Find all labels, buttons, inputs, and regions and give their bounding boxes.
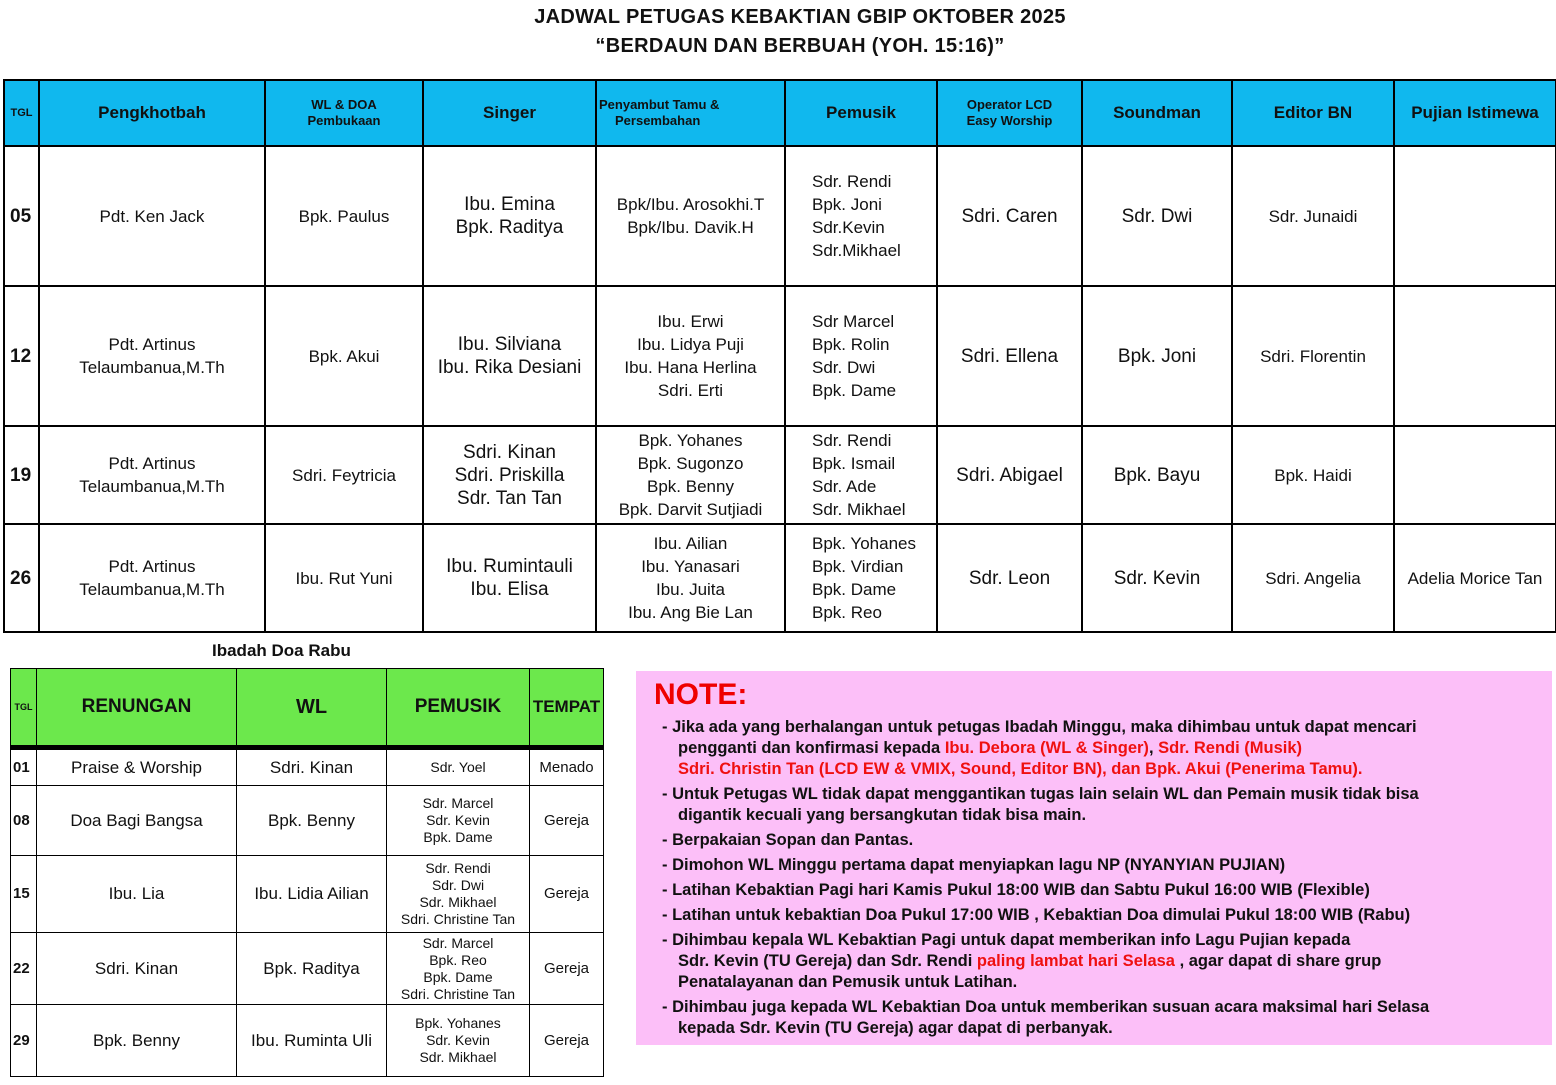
header-usher-line2: Persembahan	[615, 113, 701, 128]
usher-cell-line: Ibu. Yanasari	[641, 557, 740, 576]
note-text: - Dihimbau kepala WL Kebaktian Pagi untuk dapat memberikan info Lagu Pujian kepada	[662, 931, 1351, 949]
special-cell: Adelia Morice Tan	[1394, 524, 1556, 632]
sunday-row	[4, 286, 1556, 426]
note-box	[636, 671, 1552, 1045]
wed-wl-cell: Bpk. Benny	[237, 786, 387, 856]
wed-header-pemusik: PEMUSIK	[387, 669, 530, 748]
wed-pemusik-cell-line: Bpk. Reo	[429, 951, 487, 968]
header-musician: Pemusik	[785, 80, 937, 146]
wednesday-row	[11, 786, 604, 856]
wednesday-row	[11, 933, 604, 1005]
note-text: - Latihan Kebaktian Pagi hari Kamis Pukul 18:00 WIB dan Sabtu Pukul 16:00 WIB (Flexible)	[662, 881, 1370, 899]
musician-cell-line: Bpk. Rolin	[812, 335, 890, 354]
note-text: - Berpakaian Sopan dan Pantas.	[662, 831, 914, 849]
special-cell	[1394, 426, 1556, 524]
wed-pemusik-cell-line: Sdri. Christine Tan	[400, 985, 516, 1002]
editor-cell: Sdr. Junaidi	[1232, 146, 1394, 286]
wed-wl-cell: Bpk. Raditya	[237, 933, 387, 1005]
page-subtitle: “BERDAUN DAN BERBUAH (YOH. 15:16)”	[595, 35, 1005, 57]
musician-cell-line: Bpk. Dame	[812, 381, 897, 400]
header-usher-line1: Penyambut Tamu &	[599, 97, 720, 112]
wed-pemusik-cell	[387, 1005, 530, 1077]
note-text: kepada Sdr. Kevin (TU Gereja) agar dapat di perbanyak.	[678, 1019, 1113, 1037]
musician-cell-line: Sdr. Rendi	[812, 431, 892, 450]
wed-pemusik-cell-line: Sdr. Mikhael	[419, 894, 497, 910]
wednesday-row	[11, 748, 604, 786]
sunday-row	[4, 146, 1556, 286]
soundman-cell: Sdr. Kevin	[1082, 524, 1232, 632]
soundman-cell: Bpk. Joni	[1082, 286, 1232, 426]
note-line	[662, 830, 1542, 851]
usher-cell	[596, 286, 785, 426]
preacher-cell-line: Telaumbanua,M.Th	[79, 477, 225, 496]
note-text: digantik kecuali yang bersangkutan tidak bisa main.	[678, 806, 1087, 824]
sunday-row	[4, 524, 1556, 632]
note-line	[662, 759, 1542, 780]
note-text: ,	[1148, 739, 1159, 757]
wed-pemusik-cell-line: Sdr. Mikhael	[419, 1049, 497, 1065]
usher-cell	[596, 146, 785, 286]
date-cell: 26	[4, 524, 39, 632]
wed-renungan-cell: Doa Bagi Bangsa	[37, 786, 237, 856]
preacher-cell-line: Telaumbanua,M.Th	[79, 580, 225, 599]
wl-cell: Sdri. Feytricia	[265, 426, 423, 524]
date-cell: 05	[4, 146, 39, 286]
note-item	[636, 855, 1552, 876]
wed-pemusik-cell-line: Sdr. Yoel	[430, 759, 486, 775]
note-item	[636, 997, 1552, 1039]
wed-pemusik-cell	[387, 933, 530, 1005]
wednesday-header-row	[11, 669, 604, 748]
note-line	[662, 717, 1542, 738]
note-line	[662, 930, 1542, 951]
sunday-row	[4, 426, 1556, 524]
note-item	[636, 784, 1552, 826]
singer-cell-line: Ibu. Silviana	[457, 334, 562, 355]
wl-cell: Bpk. Paulus	[265, 146, 423, 286]
page-title: JADWAL PETUGAS KEBAKTIAN GBIP OKTOBER 2025	[534, 6, 1066, 28]
usher-cell-line: Bpk. Benny	[647, 477, 734, 496]
header-soundman: Soundman	[1082, 80, 1232, 146]
wed-tempat-cell: Gereja	[530, 856, 604, 933]
wed-pemusik-cell-line: Bpk. Yohanes	[415, 1015, 501, 1031]
note-item	[636, 717, 1552, 780]
lcd-cell: Sdri. Ellena	[937, 286, 1082, 426]
usher-cell-line: Sdri. Erti	[657, 381, 724, 400]
note-text: pengganti dan konfirmasi kepada	[678, 739, 945, 757]
wed-pemusik-cell-line: Sdri. Christine Tan	[400, 911, 516, 927]
musician-cell-line: Sdr.Mikhael	[812, 241, 901, 260]
note-line	[662, 972, 1542, 993]
wed-header-tgl: TGL	[11, 669, 37, 748]
note-line	[662, 855, 1542, 876]
note-text: Penatalayanan dan Pemusik untuk Latihan.	[678, 973, 1018, 991]
wed-pemusik-cell	[387, 856, 530, 933]
wed-wl-cell: Sdri. Kinan	[237, 748, 387, 786]
note-text: - Dihimbau juga kepada WL Kebaktian Doa untuk memberikan susuan acara maksimal hari Selasa	[662, 998, 1430, 1016]
singer-cell	[423, 146, 596, 286]
header-lcd	[937, 80, 1082, 146]
musician-cell-line: Bpk. Joni	[812, 195, 882, 214]
singer-cell-line: Ibu. Rika Desiani	[437, 357, 582, 378]
musician-cell-line: Sdr. Mikhael	[812, 500, 906, 519]
special-cell	[1394, 286, 1556, 426]
wed-pemusik-cell-line: Sdr. Kevin	[426, 812, 490, 828]
editor-cell: Sdri. Florentin	[1232, 286, 1394, 426]
note-highlight: Sdri. Christin Tan (LCD EW & VMIX, Sound, Editor BN), dan Bpk. Akui (Penerima Tamu).	[678, 760, 1363, 778]
singer-cell-line: Sdri. Kinan	[463, 441, 556, 463]
usher-cell-line: Bpk. Sugonzo	[637, 454, 744, 473]
header-wl	[265, 80, 423, 146]
header-wl-line2: Pembukaan	[307, 113, 381, 128]
editor-cell: Sdri. Angelia	[1232, 524, 1394, 632]
header-preacher: Pengkhotbah	[39, 80, 265, 146]
wl-cell: Ibu. Rut Yuni	[265, 524, 423, 632]
wed-tempat-cell: Menado	[530, 748, 604, 786]
note-text: , agar dapat di share grup	[1174, 952, 1382, 970]
musician-cell	[785, 524, 937, 632]
preacher-cell	[39, 146, 265, 286]
usher-cell-line: Bpk/Ibu. Davik.H	[627, 218, 754, 237]
wednesday-title: Ibadah Doa Rabu	[212, 641, 351, 660]
header-lcd-line2: Easy Worship	[966, 113, 1053, 128]
musician-cell-line: Bpk. Yohanes	[812, 534, 916, 553]
musician-cell-line: Sdr Marcel	[812, 312, 895, 331]
singer-cell-line: Ibu. Elisa	[470, 579, 549, 600]
preacher-cell-line: Pdt. Artinus	[108, 557, 196, 576]
note-item	[636, 930, 1552, 993]
usher-cell-line: Ibu. Lidya Puji	[637, 335, 744, 354]
wed-pemusik-cell-line: Sdr. Kevin	[426, 1032, 490, 1048]
note-title: NOTE:	[654, 678, 748, 711]
wed-renungan-cell: Sdri. Kinan	[37, 933, 237, 1005]
preacher-cell	[39, 524, 265, 632]
note-highlight: paling lambat hari Selasa	[976, 952, 1175, 970]
musician-cell	[785, 426, 937, 524]
note-text: - Latihan untuk kebaktian Doa Pukul 17:00 WIB , Kebaktian Doa dimulai Pukul 18:00 WIB (Rabu)	[662, 906, 1411, 924]
singer-cell	[423, 286, 596, 426]
header-wl-line1: WL & DOA	[311, 97, 377, 112]
wed-header-wl: WL	[237, 669, 387, 748]
musician-cell-line: Bpk. Dame	[812, 580, 897, 599]
wed-renungan-cell: Praise & Worship	[37, 748, 237, 786]
wed-pemusik-cell	[387, 786, 530, 856]
wed-pemusik-cell	[387, 748, 530, 786]
singer-cell	[423, 426, 596, 524]
usher-cell	[596, 426, 785, 524]
preacher-cell-line: Pdt. Artinus	[108, 454, 196, 473]
musician-cell-line: Bpk. Ismail	[812, 454, 896, 473]
header-singer: Singer	[423, 80, 596, 146]
preacher-cell-line: Telaumbanua,M.Th	[79, 358, 225, 377]
wednesday-schedule-table	[10, 668, 604, 1077]
musician-cell	[785, 286, 937, 426]
wednesday-row	[11, 856, 604, 933]
wed-date-cell: 15	[11, 856, 37, 933]
lcd-cell: Sdr. Leon	[937, 524, 1082, 632]
singer-cell-line: Sdri. Priskilla	[454, 464, 565, 486]
singer-cell-line: Sdr. Tan Tan	[457, 487, 562, 509]
note-highlight: Sdr. Rendi (Musik)	[1158, 739, 1303, 757]
note-line	[662, 784, 1542, 805]
singer-cell-line: Bpk. Raditya	[455, 217, 564, 238]
usher-cell-line: Bpk. Darvit Sutjiadi	[618, 500, 763, 519]
wed-tempat-cell: Gereja	[530, 933, 604, 1005]
singer-cell-line: Ibu. Emina	[464, 194, 555, 215]
special-cell	[1394, 146, 1556, 286]
wed-header-renungan: RENUNGAN	[37, 669, 237, 748]
header-editor: Editor BN	[1232, 80, 1394, 146]
note-item	[636, 880, 1552, 901]
preacher-cell	[39, 426, 265, 524]
preacher-cell-line: Pdt. Artinus	[108, 335, 196, 354]
header-tgl: TGL	[4, 80, 39, 146]
wednesday-row	[11, 1005, 604, 1077]
preacher-cell	[39, 286, 265, 426]
musician-cell-line: Sdr. Ade	[812, 477, 877, 496]
wed-pemusik-cell-line: Sdr. Dwi	[431, 877, 485, 893]
wed-date-cell: 08	[11, 786, 37, 856]
note-item	[636, 905, 1552, 926]
date-cell: 12	[4, 286, 39, 426]
wed-pemusik-cell-line: Bpk. Dame	[423, 829, 493, 845]
note-text: Sdr. Kevin (TU Gereja) dan Sdr. Rendi	[678, 952, 977, 970]
sunday-schedule-table	[3, 79, 1556, 633]
note-line	[662, 805, 1542, 826]
note-line	[662, 905, 1542, 926]
note-text: - Untuk Petugas WL tidak dapat menggantikan tugas lain selain WL dan Pemain musik tidak bisa	[662, 785, 1419, 803]
wed-pemusik-cell-line: Bpk. Dame	[423, 968, 493, 985]
sunday-header-row	[4, 80, 1556, 146]
note-line	[662, 1018, 1542, 1039]
usher-cell-line: Ibu. Ang Bie Lan	[628, 603, 753, 622]
usher-cell-line: Ibu. Erwi	[657, 312, 724, 331]
wed-tempat-cell: Gereja	[530, 1005, 604, 1077]
usher-cell-line: Ibu. Juita	[656, 580, 725, 599]
note-text: - Jika ada yang berhalangan untuk petugas Ibadah Minggu, maka dihimbau untuk dapat mencari	[662, 718, 1417, 736]
wed-wl-cell: Ibu. Ruminta Uli	[237, 1005, 387, 1077]
usher-cell	[596, 524, 785, 632]
date-cell: 19	[4, 426, 39, 524]
wed-wl-cell: Ibu. Lidia Ailian	[237, 856, 387, 933]
lcd-cell: Sdri. Caren	[937, 146, 1082, 286]
musician-cell-line: Sdr. Dwi	[812, 358, 876, 377]
soundman-cell: Sdr. Dwi	[1082, 146, 1232, 286]
wed-date-cell: 22	[11, 933, 37, 1005]
lcd-cell: Sdri. Abigael	[937, 426, 1082, 524]
soundman-cell: Bpk. Bayu	[1082, 426, 1232, 524]
musician-cell-line: Sdr. Rendi	[812, 172, 892, 191]
wl-cell: Bpk. Akui	[265, 286, 423, 426]
wed-renungan-cell: Bpk. Benny	[37, 1005, 237, 1077]
wed-tempat-cell: Gereja	[530, 786, 604, 856]
wed-pemusik-cell-line: Sdr. Marcel	[422, 795, 494, 811]
usher-cell-line: Bpk/Ibu. Arosokhi.T	[616, 195, 765, 214]
note-line	[662, 738, 1542, 759]
musician-cell	[785, 146, 937, 286]
editor-cell: Bpk. Haidi	[1232, 426, 1394, 524]
note-item	[636, 830, 1552, 851]
header-lcd-line1: Operator LCD	[966, 97, 1053, 112]
singer-cell-line: Ibu. Rumintauli	[446, 556, 573, 577]
note-line	[662, 997, 1542, 1018]
note-line	[662, 951, 1542, 972]
musician-cell-line: Bpk. Virdian	[812, 557, 904, 576]
wed-renungan-cell: Ibu. Lia	[37, 856, 237, 933]
singer-cell	[423, 524, 596, 632]
preacher-cell-line: Pdt. Ken Jack	[99, 206, 205, 226]
note-list	[636, 717, 1552, 1039]
wed-pemusik-cell-line: Sdr. Rendi	[425, 860, 491, 876]
note-text: - Dimohon WL Minggu pertama dapat menyiapkan lagu NP (NYANYIAN PUJIAN)	[662, 856, 1286, 874]
wed-date-cell: 01	[11, 748, 37, 786]
header-usher	[596, 80, 785, 146]
musician-cell-line: Bpk. Reo	[812, 603, 882, 622]
usher-cell-line: Bpk. Yohanes	[638, 431, 743, 450]
note-line	[662, 880, 1542, 901]
note-highlight: Ibu. Debora (WL & Singer)	[944, 739, 1149, 757]
wed-header-tempat: TEMPAT	[530, 669, 604, 748]
usher-cell-line: Ibu. Hana Herlina	[624, 358, 757, 377]
usher-cell-line: Ibu. Ailian	[653, 534, 728, 553]
wed-pemusik-cell-line: Sdr. Marcel	[422, 934, 494, 951]
header-special: Pujian Istimewa	[1394, 80, 1556, 146]
musician-cell-line: Sdr.Kevin	[812, 218, 885, 237]
wed-date-cell: 29	[11, 1005, 37, 1077]
